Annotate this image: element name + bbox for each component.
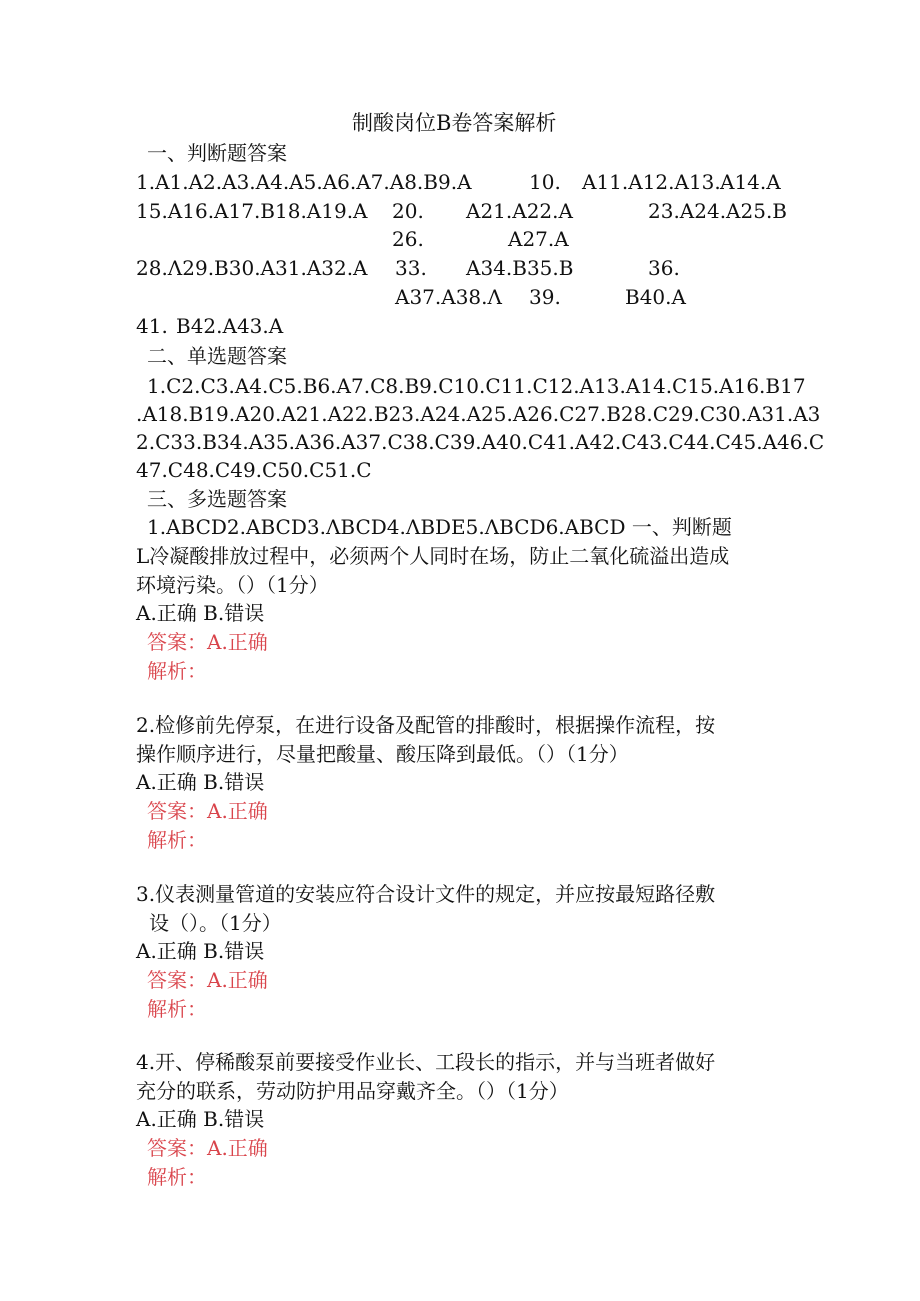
section-heading-single-choice: 二、单选题答案 (147, 344, 287, 368)
section-heading-judgment: 一、判断题答案 (147, 141, 287, 165)
judgment-answers-row-2b: 20. (392, 199, 424, 223)
single-choice-answers-line-2: .A18.B19.A20.A21.A22.B23.A24.A25.A26.C27.B28.C29.C30.A31.A3 (136, 402, 821, 426)
question-2-text-line-1: 2.检修前先停泵，在进行设备及配管的排酸时，根据操作流程，按 (136, 713, 716, 737)
judgment-answers-row-6b: B42.A43.A (176, 314, 284, 338)
section-heading-multi-choice: 三、多选题答案 (147, 487, 287, 511)
judgment-answers-row-1a: 1.A1.A2.A3.A4.A5.A6.A7.A8.B9.A (136, 170, 472, 194)
judgment-answers-row-2d: 23.A24.A25.B (648, 199, 788, 223)
question-3-analysis: 解析： (147, 997, 207, 1021)
question-2-text-line-2: 操作顺序进行，尽量把酸量、酸压降到最低。（）（1分） (136, 742, 629, 766)
judgment-answers-row-2c: A21.A22.A (466, 199, 573, 223)
judgment-answers-row-5b: 39. (529, 285, 561, 309)
judgment-answers-row-4d: 36. (648, 256, 680, 280)
judgment-answers-row-5a: A37.A38.Λ (395, 285, 502, 309)
question-3-text-line-1: 3.仪表测量管道的安装应符合设计文件的规定，并应按最短路径敷 (136, 882, 716, 906)
judgment-answers-row-6a: 41. (136, 314, 168, 338)
single-choice-answers-line-1: 1.C2.C3.A4.C5.B6.A7.C8.B9.C10.C11.C12.A13.A14.C15.A16.B17 (147, 374, 806, 398)
judgment-answers-row-1c: A11.A12.A13. (582, 170, 721, 194)
judgment-answers-row-2a: 15.A16.A17.B18.A19.A (136, 199, 368, 223)
question-4-text-line-2: 充分的联系，劳动防护用品穿戴齐全。（）（1分） (136, 1079, 569, 1103)
question-1-answer: 答案：A.正确 (147, 630, 268, 654)
question-4-text-line-1: 4.开、停稀酸泵前要接受作业长、工段长的指示，并与当班者做好 (136, 1050, 716, 1074)
question-4-options: A.正确 B.错误 (136, 1107, 265, 1131)
question-1-options: A.正确 B.错误 (136, 601, 265, 625)
judgment-answers-row-4b: 33. (395, 256, 427, 280)
single-choice-answers-line-4: 47.C48.C49.C50.C51.C (136, 458, 372, 482)
question-3-answer: 答案：A.正确 (147, 968, 268, 992)
question-4-analysis: 解析： (147, 1165, 207, 1189)
question-4-answer: 答案：A.正确 (147, 1136, 268, 1160)
judgment-answers-row-4a: 28.Λ29.B30.A31.A32.A (136, 256, 368, 280)
judgment-answers-row-3b: A27.A (508, 227, 569, 251)
judgment-answers-row-4c: A34.B35.B (466, 256, 574, 280)
single-choice-answers-line-3: 2.C33.B34.A35.A36.A37.C38.C39.A40.C41.A42.C43.C44.C45.A46.C (136, 430, 825, 454)
question-1-text-line-2: 环境污染。（）（1分） (136, 573, 329, 597)
judgment-answers-row-3a: 26. (392, 227, 424, 251)
question-1-text-line-1: L冷凝酸排放过程中，必须两个人同时在场，防止二氧化硫溢出造成 (136, 544, 730, 568)
judgment-answers-row-1d: A14.A (720, 170, 781, 194)
multi-choice-answers-line: 1.ABCD2.ABCD3.ΛBCD4.ΛBDE5.ΛBCD6.ABCD 一、判断题 (147, 515, 732, 539)
question-2-analysis: 解析： (147, 828, 207, 852)
document-title: 制酸岗位B卷答案解析 (352, 111, 557, 135)
judgment-answers-row-5c: B40.A (625, 285, 686, 309)
question-3-text-line-2: 设（）。（1分） (149, 911, 282, 935)
question-1-analysis: 解析： (147, 659, 207, 683)
question-2-answer: 答案：A.正确 (147, 799, 268, 823)
question-2-options: A.正确 B.错误 (136, 770, 265, 794)
question-3-options: A.正确 B.错误 (136, 939, 265, 963)
judgment-answers-row-1b: 10. (529, 170, 561, 194)
